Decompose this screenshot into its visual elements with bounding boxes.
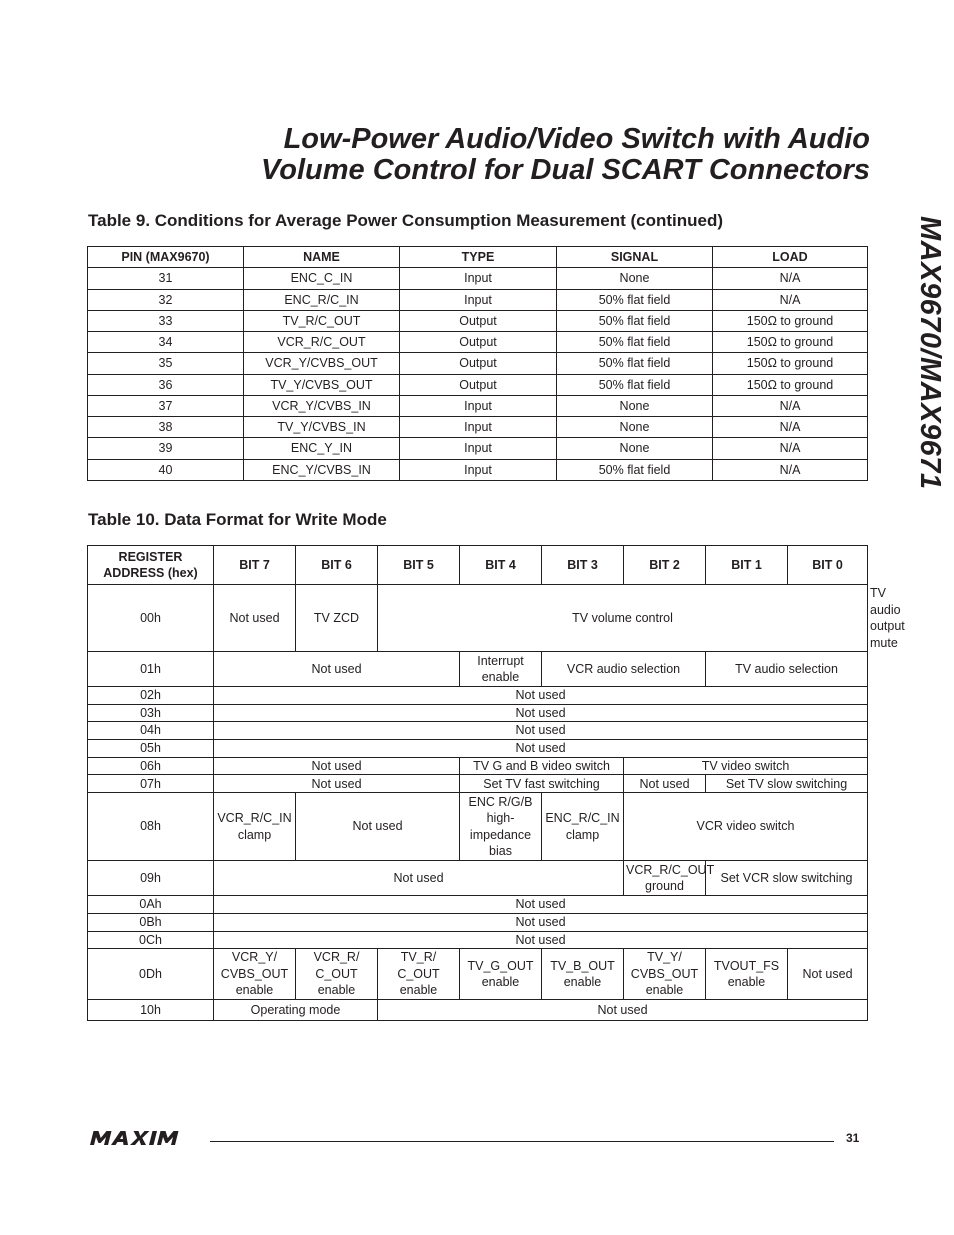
- bit-cell: VCR audio selection: [542, 652, 706, 687]
- page-number: 31: [846, 1131, 860, 1145]
- pin-cell: 39: [88, 438, 244, 459]
- load-cell: 150Ω to ground: [713, 332, 868, 353]
- register-address: 05h: [88, 740, 214, 758]
- register-address: 0Dh: [88, 949, 214, 1000]
- table-row: [88, 268, 868, 289]
- register-row-05h: [88, 740, 868, 758]
- register-address: 10h: [88, 1000, 214, 1021]
- bit-cell: TV_B_OUT enable: [542, 949, 624, 1000]
- table10-caption: Table 10. Data Format for Write Mode: [88, 510, 387, 529]
- table-row: [88, 438, 868, 459]
- side-part-number-text: MAX9670/MAX9671: [914, 216, 946, 490]
- table-row: [88, 332, 868, 353]
- type-cell: Input: [400, 289, 557, 310]
- signal-cell: 50% flat field: [557, 374, 713, 395]
- register-row-02h: [88, 687, 868, 705]
- register-address: 03h: [88, 704, 214, 722]
- pin-cell: 34: [88, 332, 244, 353]
- table9-header-name: NAME: [244, 247, 400, 268]
- maxim-logo: [88, 1129, 200, 1147]
- table10-header-bit2: BIT 2: [624, 546, 706, 585]
- name-cell: TV_Y/CVBS_IN: [244, 417, 400, 438]
- register-address: 06h: [88, 757, 214, 775]
- bit-cell: Not used: [214, 704, 868, 722]
- bit-cell: Not used: [214, 687, 868, 705]
- bit-cell: Not used: [214, 775, 460, 793]
- register-row-08h: [88, 793, 868, 861]
- signal-cell: None: [557, 268, 713, 289]
- load-cell: N/A: [713, 289, 868, 310]
- bit-cell: VCR_R/C_IN clamp: [214, 793, 296, 861]
- signal-cell: None: [557, 438, 713, 459]
- name-cell: VCR_Y/CVBS_IN: [244, 395, 400, 416]
- bit-cell: TV_Y/ CVBS_OUT enable: [624, 949, 706, 1000]
- footer-rule: [210, 1141, 834, 1142]
- bit-cell: Set TV slow switching: [706, 775, 868, 793]
- load-cell: 150Ω to ground: [713, 310, 868, 331]
- name-cell: TV_R/C_OUT: [244, 310, 400, 331]
- table9-header-type: TYPE: [400, 247, 557, 268]
- table-row: [88, 459, 868, 480]
- register-row-0Ah: [88, 896, 868, 914]
- title-line-2: Volume Control for Dual SCART Connectors: [260, 154, 870, 186]
- bit-cell: Not used: [214, 585, 296, 652]
- bit-cell: TV_R/ C_OUT enable: [378, 949, 460, 1000]
- bit-cell: Set VCR slow switching: [706, 861, 868, 896]
- bit-cell: Not used: [214, 913, 868, 931]
- bit-cell: TV_G_OUT enable: [460, 949, 542, 1000]
- bit-cell: Not used: [214, 740, 868, 758]
- table10-header-bit0: BIT 0: [788, 546, 868, 585]
- type-cell: Output: [400, 332, 557, 353]
- table9-header-load: LOAD: [713, 247, 868, 268]
- type-cell: Output: [400, 353, 557, 374]
- bit-cell: TV audio selection: [706, 652, 868, 687]
- register-address: 01h: [88, 652, 214, 687]
- table9-header-row: [88, 247, 868, 268]
- bit-cell: Not used: [214, 896, 868, 914]
- pin-cell: 31: [88, 268, 244, 289]
- name-cell: VCR_Y/CVBS_OUT: [244, 353, 400, 374]
- bit-cell: Not used: [788, 949, 868, 1000]
- table-row: [88, 310, 868, 331]
- table9-header-signal: SIGNAL: [557, 247, 713, 268]
- register-address: 02h: [88, 687, 214, 705]
- table10-header-bit6: BIT 6: [296, 546, 378, 585]
- name-cell: ENC_Y/CVBS_IN: [244, 459, 400, 480]
- side-part-number: [916, 216, 946, 636]
- maxim-logo-text: MAXIM: [88, 1129, 92, 1130]
- name-cell: VCR_R/C_OUT: [244, 332, 400, 353]
- table10-header-bit7: BIT 7: [214, 546, 296, 585]
- bit-cell: ENC R/G/B high-impedance bias: [460, 793, 542, 861]
- bit-cell: VCR_R/ C_OUT enable: [296, 949, 378, 1000]
- bit-cell: VCR_R/C_OUT ground: [624, 861, 706, 896]
- signal-cell: 50% flat field: [557, 289, 713, 310]
- title-line-1: Low-Power Audio/Video Switch with Audio: [283, 123, 870, 155]
- load-cell: 150Ω to ground: [713, 353, 868, 374]
- table9-header-pin: PIN (MAX9670): [88, 247, 244, 268]
- type-cell: Output: [400, 374, 557, 395]
- signal-cell: 50% flat field: [557, 353, 713, 374]
- table10-header-bit5: BIT 5: [378, 546, 460, 585]
- load-cell: N/A: [713, 438, 868, 459]
- bit-cell: TV ZCD: [296, 585, 378, 652]
- signal-cell: 50% flat field: [557, 332, 713, 353]
- table10: [87, 545, 905, 1021]
- load-cell: N/A: [713, 268, 868, 289]
- bit-cell: TVOUT_FS enable: [706, 949, 788, 1000]
- bit-cell: VCR video switch: [624, 793, 868, 861]
- register-row-06h: [88, 757, 868, 775]
- bit-cell: Not used: [214, 652, 460, 687]
- bit-cell: TV G and B video switch: [460, 757, 624, 775]
- bit-cell: Not used: [214, 931, 868, 949]
- register-address: 0Bh: [88, 913, 214, 931]
- bit-cell: Interrupt enable: [460, 652, 542, 687]
- type-cell: Output: [400, 310, 557, 331]
- bit-cell: VCR_Y/ CVBS_OUT enable: [214, 949, 296, 1000]
- table-row: [88, 417, 868, 438]
- type-cell: Input: [400, 268, 557, 289]
- register-address: 08h: [88, 793, 214, 861]
- pin-cell: 35: [88, 353, 244, 374]
- bit-cell: Operating mode: [214, 1000, 378, 1021]
- table9-caption: Table 9. Conditions for Average Power Consumption Measurement (continued): [88, 211, 724, 230]
- bit-cell: Set TV fast switching: [460, 775, 624, 793]
- table-row: [88, 395, 868, 416]
- pin-cell: 33: [88, 310, 244, 331]
- bit-cell: Not used: [214, 861, 624, 896]
- signal-cell: None: [557, 395, 713, 416]
- register-row-09h: [88, 861, 868, 896]
- register-row-04h: [88, 722, 868, 740]
- pin-cell: 40: [88, 459, 244, 480]
- register-row-0Ch: [88, 931, 868, 949]
- bit-cell: Not used: [214, 722, 868, 740]
- table9: [87, 246, 868, 481]
- register-address: 00h: [88, 585, 214, 652]
- table10-header-row: [88, 546, 868, 585]
- name-cell: ENC_R/C_IN: [244, 289, 400, 310]
- register-row-0Bh: [88, 913, 868, 931]
- bit-cell: ENC_R/C_IN clamp: [542, 793, 624, 861]
- pin-cell: 38: [88, 417, 244, 438]
- type-cell: Input: [400, 438, 557, 459]
- bit-cell: TV video switch: [624, 757, 868, 775]
- register-address: 0Ah: [88, 896, 214, 914]
- register-address: 09h: [88, 861, 214, 896]
- pin-cell: 37: [88, 395, 244, 416]
- document-title: [88, 124, 870, 186]
- bit-cell: Not used: [214, 757, 460, 775]
- load-cell: N/A: [713, 417, 868, 438]
- register-row-01h: [88, 652, 868, 687]
- table-row: [88, 374, 868, 395]
- bit-cell: Not used: [624, 775, 706, 793]
- load-cell: N/A: [713, 395, 868, 416]
- table-row: [88, 353, 868, 374]
- type-cell: Input: [400, 459, 557, 480]
- register-row-0Dh: [88, 949, 868, 1000]
- load-cell: N/A: [713, 459, 868, 480]
- register-row-07h: [88, 775, 868, 793]
- table10-header-register: REGISTER ADDRESS (hex): [88, 546, 214, 585]
- register-address: 04h: [88, 722, 214, 740]
- table-row: [88, 289, 868, 310]
- register-row-10h: [88, 1000, 868, 1021]
- type-cell: Input: [400, 395, 557, 416]
- signal-cell: 50% flat field: [557, 459, 713, 480]
- register-row-03h: [88, 704, 868, 722]
- signal-cell: None: [557, 417, 713, 438]
- bit-cell: TV volume control: [378, 585, 868, 652]
- table10-header-bit3: BIT 3: [542, 546, 624, 585]
- load-cell: 150Ω to ground: [713, 374, 868, 395]
- name-cell: ENC_Y_IN: [244, 438, 400, 459]
- name-cell: TV_Y/CVBS_OUT: [244, 374, 400, 395]
- register-address: 07h: [88, 775, 214, 793]
- bit-cell: Not used: [296, 793, 460, 861]
- table10-header-bit1: BIT 1: [706, 546, 788, 585]
- bit-cell: Not used: [378, 1000, 868, 1021]
- table10-header-bit4: BIT 4: [460, 546, 542, 585]
- signal-cell: 50% flat field: [557, 310, 713, 331]
- pin-cell: 36: [88, 374, 244, 395]
- register-address: 0Ch: [88, 931, 214, 949]
- type-cell: Input: [400, 417, 557, 438]
- pin-cell: 32: [88, 289, 244, 310]
- register-row-00h: 00h Not used TV ZCD TV volume control TV audio output mute: [88, 585, 868, 652]
- name-cell: ENC_C_IN: [244, 268, 400, 289]
